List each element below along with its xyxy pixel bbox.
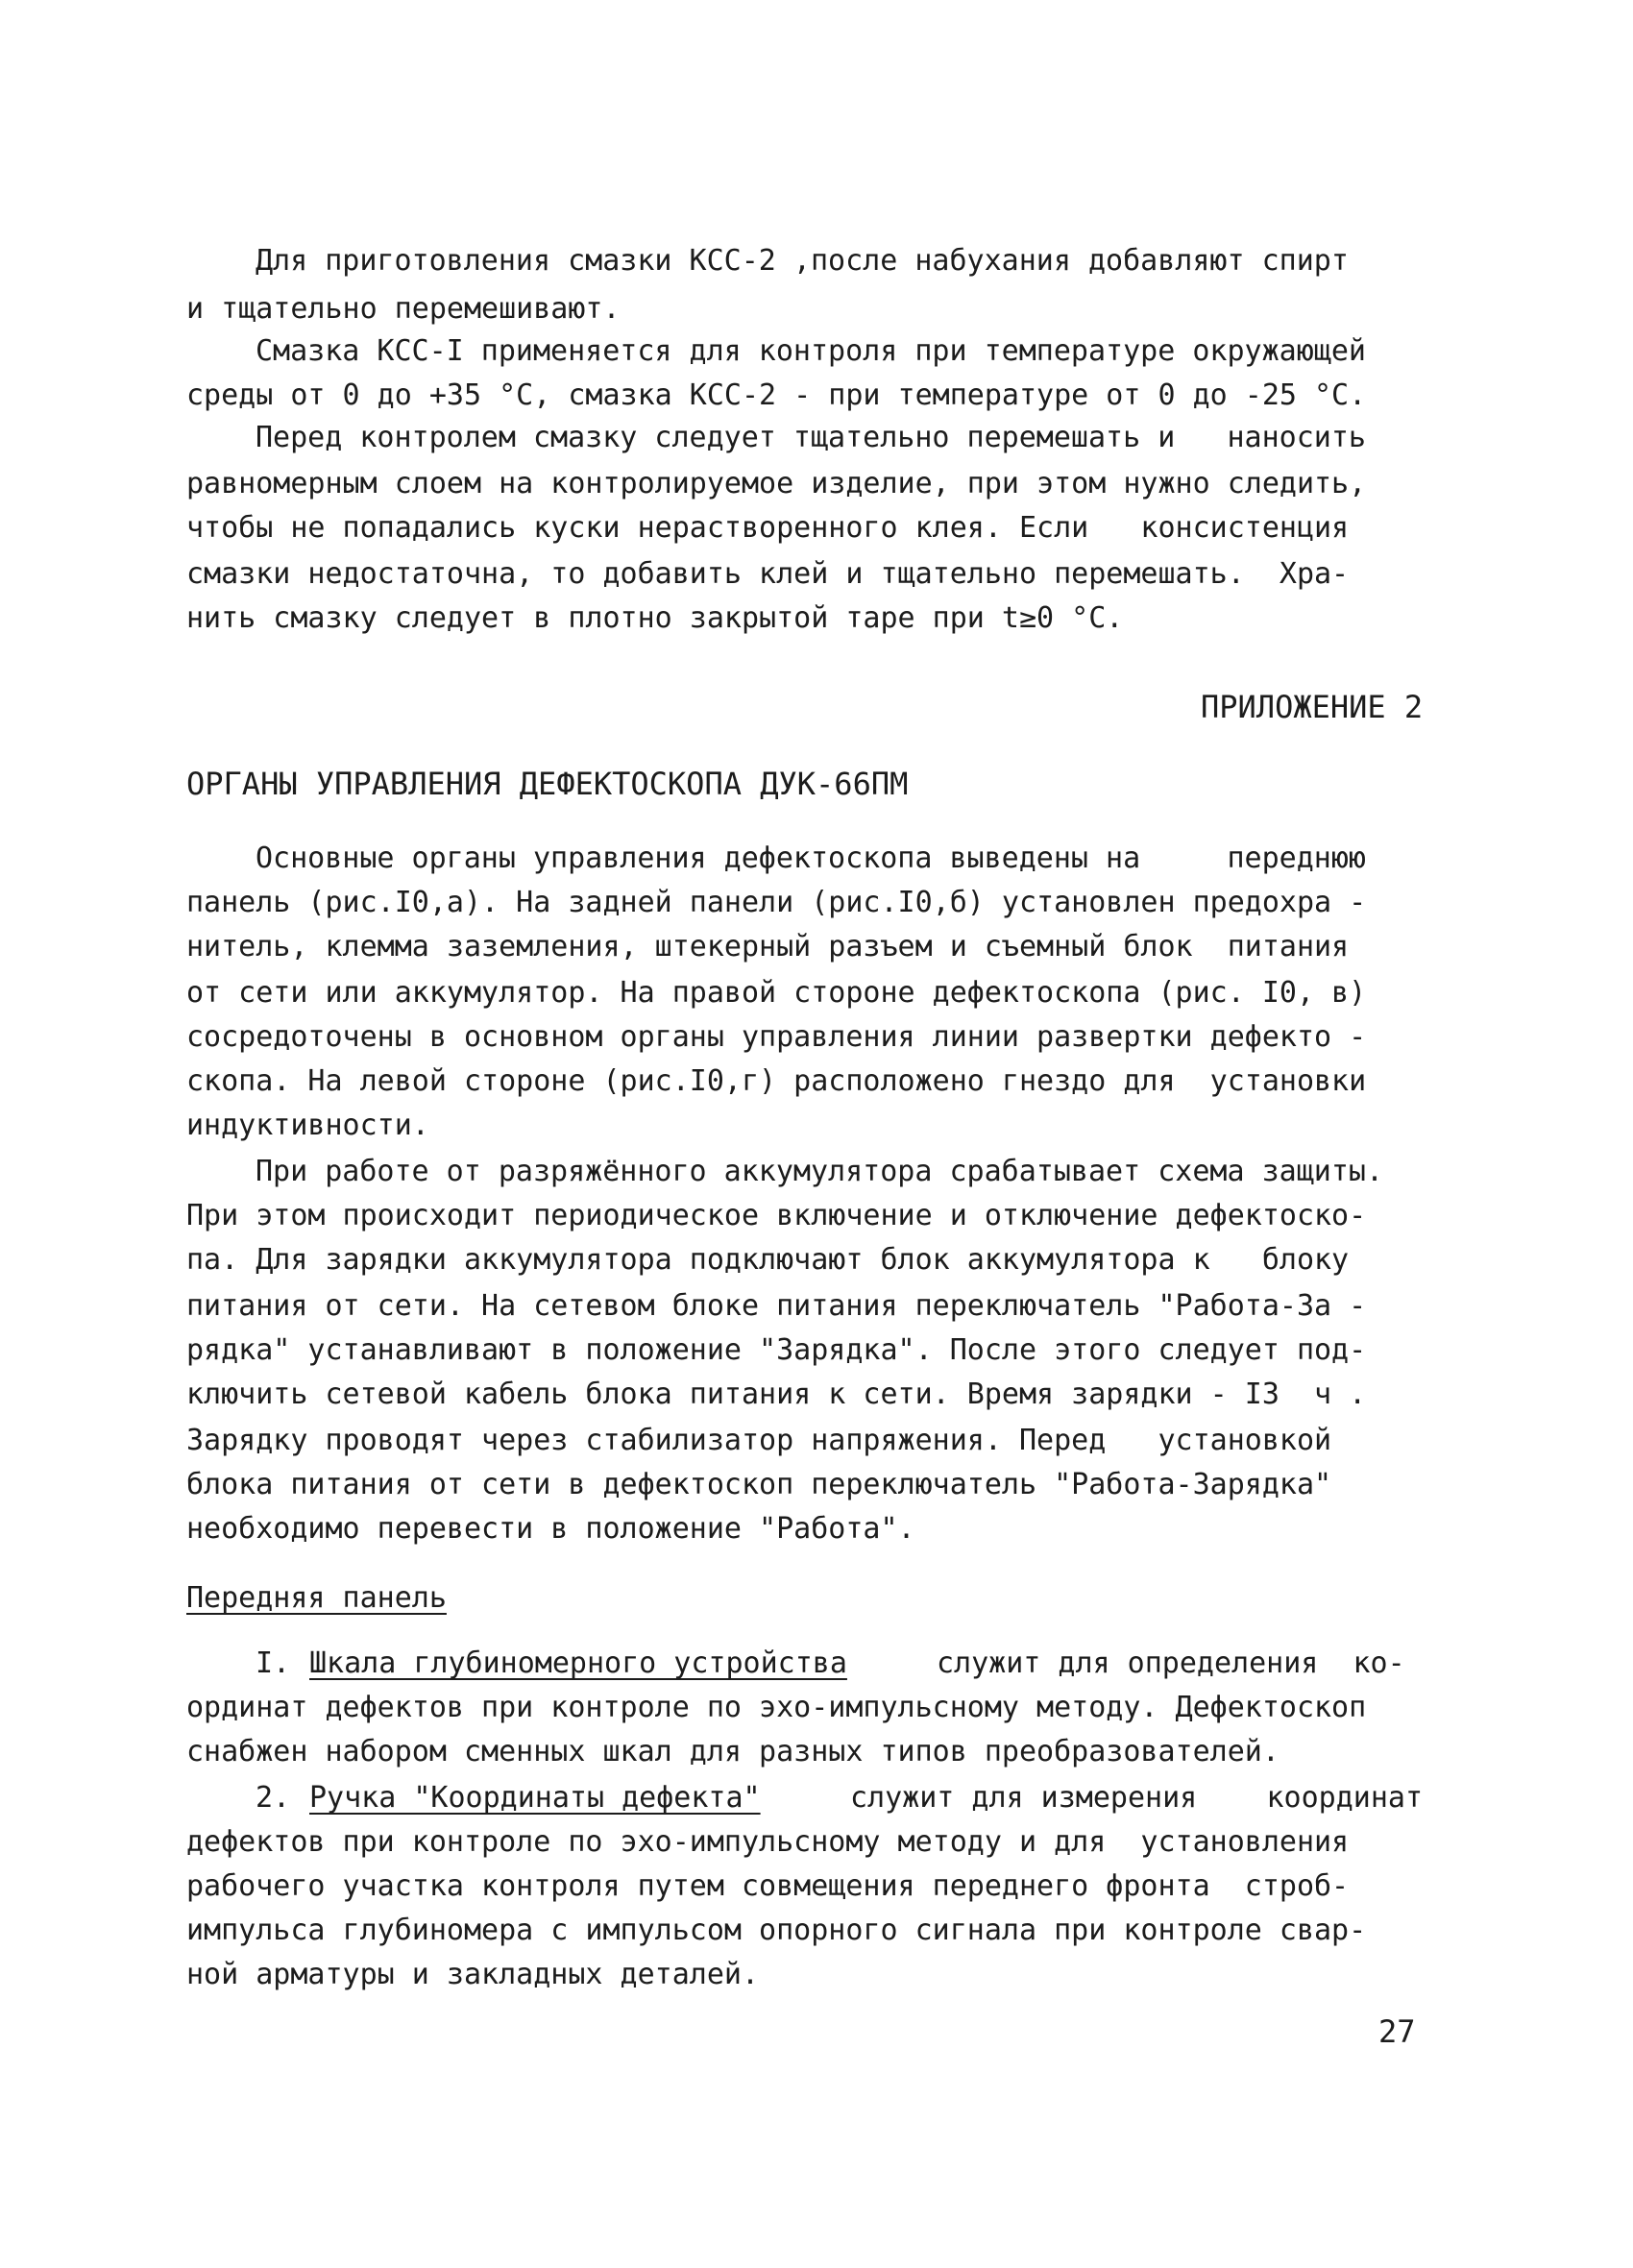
text-line: нить смазку следует в плотно закрытой таре при t≥0 °С. — [186, 601, 1124, 635]
text-line: смазки недостаточна, то добавить клей и тщательно перемешать. Хра- — [186, 557, 1350, 591]
text-line: Смазка КСС-I применяется для контроля при температуре окружающей — [256, 334, 1366, 368]
text-line: рядка" устанавливают в положение "Зарядка". После этого следует под- — [186, 1333, 1367, 1367]
text-line: Основные органы управления дефектоскопа выведены на переднюю — [256, 841, 1366, 875]
item-number: I. — [256, 1646, 291, 1680]
item-title: Ручка "Координаты дефекта" — [309, 1781, 761, 1815]
text-line: панель (рис.I0,а). На задней панели (рис.I0,б) установлен предохра - — [186, 886, 1367, 919]
text-line: импульса глубиномера с импульсом опорного сигнала при контроле свар- — [186, 1914, 1367, 1947]
text-line: ключить сетевой кабель блока питания к сети. Время зарядки - I3 ч . — [186, 1378, 1367, 1411]
text-line: Для приготовления смазки КСС-2 ,после набухания добавляют спирт — [256, 244, 1349, 278]
subsection-title: Передняя панель — [186, 1581, 447, 1615]
text-line: равномерным слоем на контролируемое изделие, при этом нужно следить, — [186, 467, 1367, 500]
appendix-label: ПРИЛОЖЕНИЕ 2 — [1201, 689, 1424, 725]
item-first-line-rest: служит для измерения координат — [850, 1781, 1424, 1815]
text-line: среды от 0 до +35 °С, смазка КСС-2 - при температуре от 0 до -25 °С. — [186, 378, 1367, 412]
text-line: от сети или аккумулятор. На правой стороне дефектоскопа (рис. I0, в) — [186, 976, 1367, 1010]
text-line: сосредоточены в основном органы управления линии развертки дефекто - — [186, 1020, 1367, 1054]
text-line: нитель, клемма заземления, штекерный разъем и съемный блок питания — [186, 930, 1350, 963]
text-line: дефектов при контроле по эхо-импульсному методу и для установления — [186, 1825, 1350, 1859]
text-line: необходимо перевести в положение "Работа". — [186, 1512, 915, 1546]
text-line: скопа. На левой стороне (рис.I0,г) расположено гнездо для установки — [186, 1064, 1367, 1098]
text-line: снабжен набором сменных шкал для разных типов преобразователей. — [186, 1735, 1280, 1768]
text-line: Зарядку проводят через стабилизатор напряжения. Перед установкой — [186, 1424, 1332, 1457]
text-line: питания от сети. На сетевом блоке питания переключатель "Работа-За - — [186, 1289, 1367, 1323]
item-first-line-rest: служит для определения ко- — [937, 1646, 1405, 1680]
text-line: па. Для зарядки аккумулятора подключают блок аккумулятора к блоку — [186, 1243, 1350, 1277]
item-title: Шкала глубиномерного устройства — [309, 1646, 847, 1680]
item-number: 2. — [256, 1781, 291, 1815]
text-line: блока питания от сети в дефектоскоп переключатель "Работа-Зарядка" — [186, 1468, 1332, 1501]
section-title: ОРГАНЫ УПРАВЛЕНИЯ ДЕФЕКТОСКОПА ДУК-66ПМ — [186, 766, 909, 802]
text-line: и тщательно перемешивают. — [186, 292, 621, 326]
text-line: ординат дефектов при контроле по эхо-импульсному методу. Дефектоскоп — [186, 1691, 1367, 1724]
text-line: рабочего участка контроля путем совмещения переднего фронта строб- — [186, 1869, 1350, 1903]
text-line: чтобы не попадались куски нерастворенного клея. Если консистенция — [186, 511, 1350, 545]
text-line: ной арматуры и закладных деталей. — [186, 1958, 760, 1991]
text-line: При этом происходит периодическое включение и отключение дефектоско- — [186, 1199, 1367, 1232]
text-line: индуктивности. — [186, 1109, 429, 1142]
text-line: Перед контролем смазку следует тщательно перемешать и наносить — [256, 421, 1366, 454]
page-number: 27 — [1378, 2013, 1416, 2050]
text-line: При работе от разряжённого аккумулятора срабатывает схема защиты. — [256, 1155, 1383, 1188]
